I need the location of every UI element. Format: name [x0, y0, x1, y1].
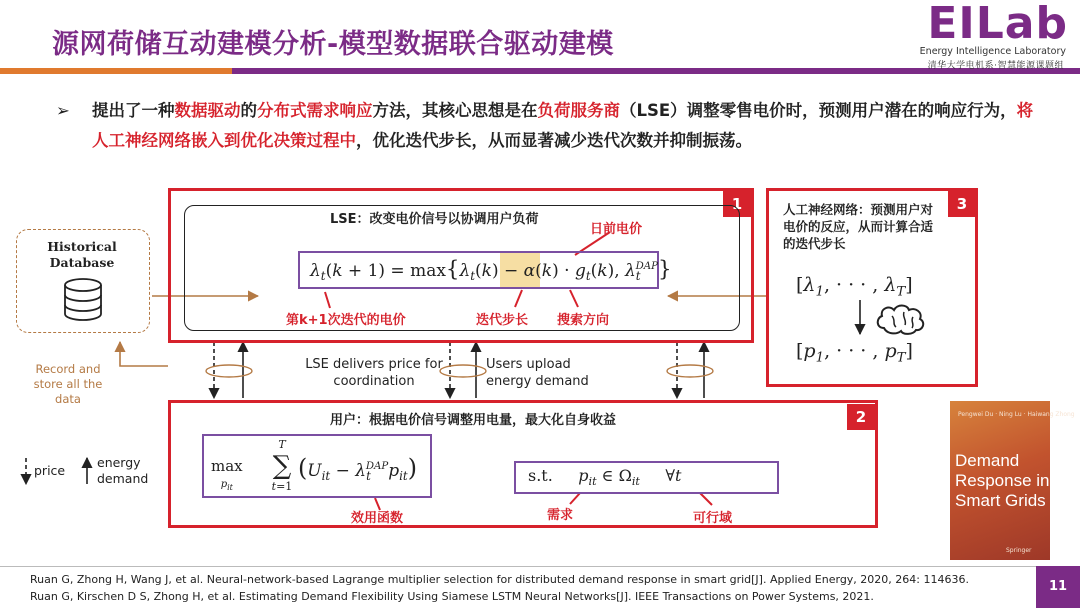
price-update-formula: $\lambda_t(k + 1) = \max\{\lambda_t(k) - \alpha(k) \cdot g_t(k)$, $\lambda_t^{DAP}$} — [310, 257, 672, 284]
label-demand: 需求 — [547, 508, 574, 523]
box1-number: 1 — [723, 191, 751, 217]
users-box-title: 用户：根据电价信号调整用电量，最大化自身收益 — [330, 413, 617, 428]
bullet-arrow-icon: ➢ — [56, 101, 70, 120]
intro-seg: 方法，其核心思想是在 — [372, 101, 538, 120]
intro-highlight: 分布式需求响应 — [257, 101, 373, 120]
intro-seg: （LSE）调整零售电价时，预测用户潜在的响应行为， — [620, 101, 1017, 120]
box2-number: 2 — [847, 404, 875, 430]
users-upload-label: Users upload energy demand — [486, 357, 589, 389]
legend-price-label: price — [34, 463, 66, 478]
book-title: Demand Response in Smart Grids — [955, 451, 1050, 510]
logo-wordmark: EILab — [927, 0, 1068, 49]
box3-number: 3 — [948, 191, 976, 217]
sync-ring-3 — [667, 365, 713, 377]
label-next-iteration-price: 第k+1次迭代的电价 — [286, 313, 406, 328]
database-icon — [62, 278, 104, 322]
book-cover-image — [950, 401, 1075, 560]
intro-highlight: 将人工神经网络嵌入到优化决策过程中 — [92, 101, 1034, 150]
p-vector: [$p_1$, · · · , $p_T$] — [796, 340, 913, 366]
label-step-size: 迭代步长 — [476, 313, 529, 328]
logo-subtitle-cn: 清华大学电机系·智慧能源课题组 — [927, 61, 1064, 71]
ann-box-title: 人工神经网络：预测用户对电价的反应，从而计算合适的迭代步长 — [783, 202, 934, 251]
footer-divider — [0, 566, 1036, 567]
intro-highlight: 数据驱动 — [174, 101, 241, 120]
label-feasible-region: 可行域 — [693, 511, 733, 526]
sync-ring-1 — [206, 365, 252, 377]
intro-seg: 提出了一种 — [92, 101, 175, 120]
record-arrow — [120, 342, 168, 366]
page-title: 源网荷储互动建模分析-模型数据联合驱动建模 — [52, 29, 614, 60]
intro-highlight: 负荷服务商 — [537, 101, 620, 120]
lse-delivers-label: LSE delivers price for coordination — [305, 357, 443, 389]
max-operator: max $p_{it}$ — [211, 457, 243, 492]
reference-1: Ruan G, Zhong H, Wang J, et al. Neural-network-based Lagrange multiplier selection for distributed demand response in smart grid[J]. Applied Energy, 2020, 264: 114636. — [30, 573, 969, 586]
historical-database-box — [16, 229, 150, 333]
lse-box-title: LSE：改变电价信号以协调用户负荷 — [330, 212, 539, 227]
book-authors: Pengwei Du · Ning Lu · Haiwang Zhong — [958, 411, 1075, 418]
intro-seg: 的 — [240, 101, 257, 120]
historical-database-label: Historical Database — [47, 239, 117, 270]
label-utility-function: 效用函数 — [351, 511, 404, 526]
label-day-ahead-price: 日前电价 — [590, 222, 643, 237]
book-publisher: Springer — [1006, 547, 1032, 554]
label-search-direction: 搜索方向 — [557, 313, 610, 328]
page-number: 11 — [1036, 566, 1080, 608]
reference-2: Ruan G, Kirschen D S, Zhong H, et al. Estimating Demand Flexibility Using Siamese LSTM Neural Networks[J]. IEEE Transactions on Power Systems, 2021. — [30, 590, 874, 603]
logo-subtitle-en: Energy Intelligence Laboratory — [919, 46, 1066, 57]
utility-expression: $(U_{it} - \lambda_t^{DAP}p_{it})$ — [298, 454, 418, 484]
brain-icon — [874, 302, 926, 336]
summation: T ∑ t=1 — [271, 438, 293, 493]
record-store-label: Record and store all the data — [33, 362, 103, 406]
intro-seg: ，优化迭代步长，从而显著减少迭代次数并抑制振荡。 — [356, 131, 752, 150]
constraint-formula: s.t. $p_{it}$ ∈ $\Omega_{it}$ ∀t — [528, 466, 682, 488]
sync-ring-2 — [440, 365, 486, 377]
lambda-vector: [$\lambda_1$, · · · , $\lambda_T$] — [796, 274, 913, 300]
legend-energy-label: energy demand — [97, 455, 149, 486]
